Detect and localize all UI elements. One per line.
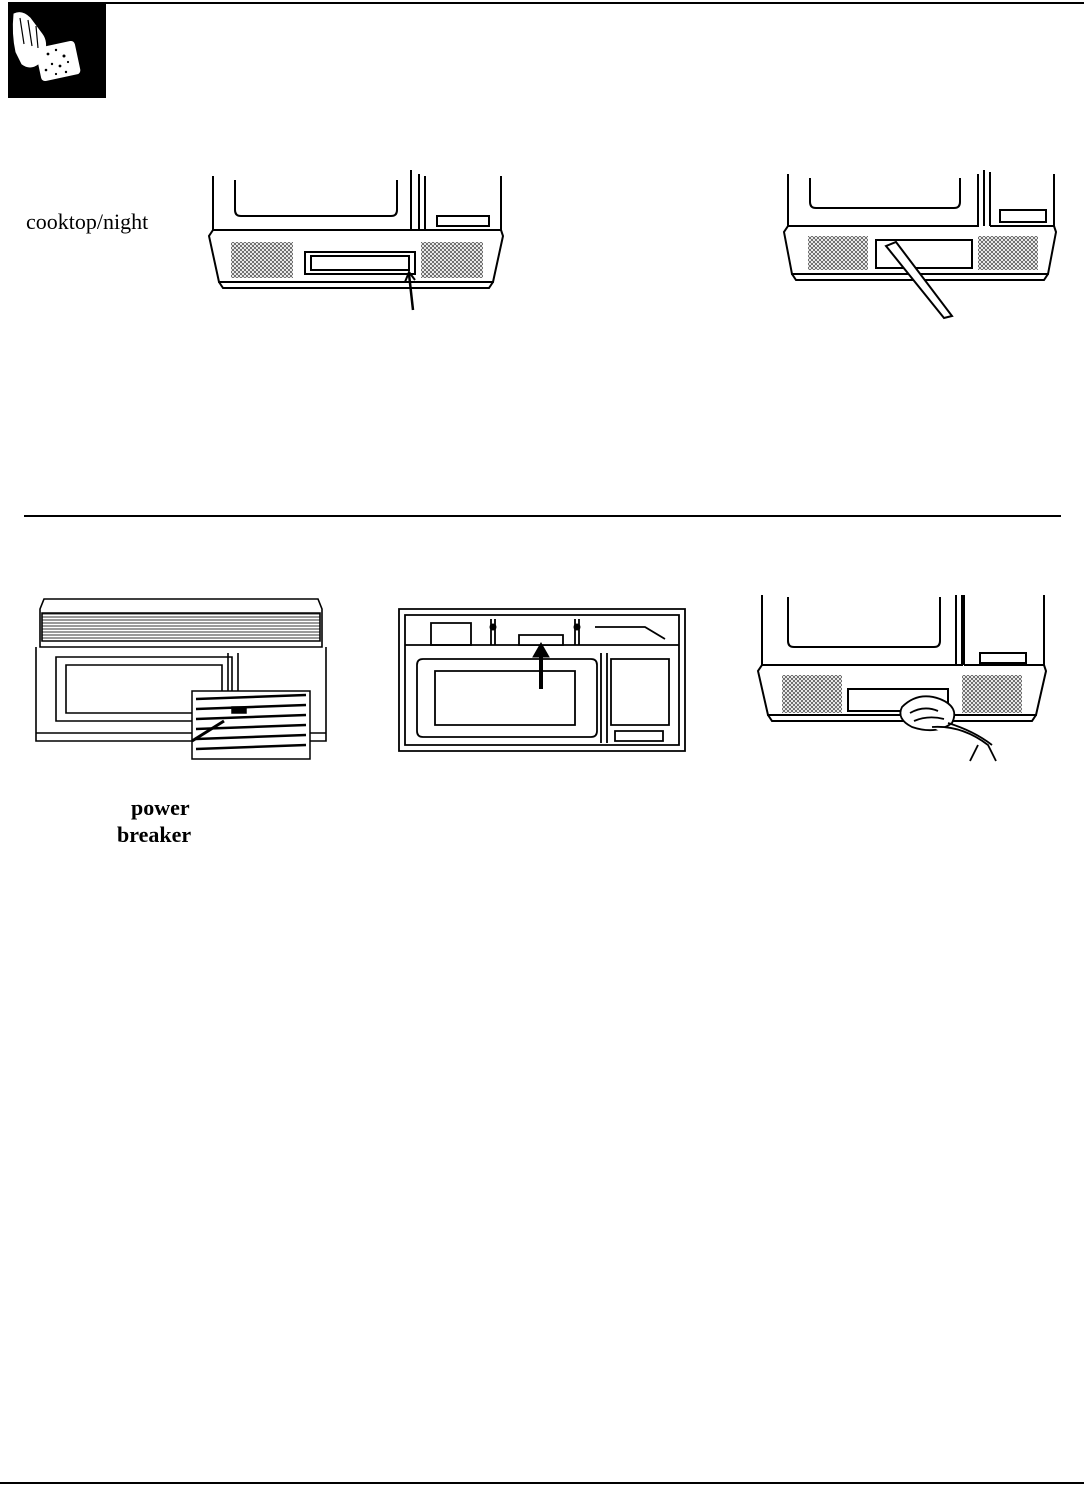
light-cover-arrow-icon xyxy=(205,170,505,310)
circuit-breaker-icon xyxy=(32,595,332,765)
header-icon-box xyxy=(8,4,106,98)
oven-light-arrow-icon xyxy=(395,605,689,751)
section-rule xyxy=(24,515,1061,517)
breaker-label: breaker xyxy=(117,822,192,847)
top-rule xyxy=(8,2,1084,4)
wipe-cleaning-icon xyxy=(752,595,1052,765)
hand-sponge-icon xyxy=(8,4,106,98)
light-cover-removal-icon xyxy=(778,170,1068,320)
bottom-rule xyxy=(0,1482,1084,1484)
cooktop-night-label: cooktop/night xyxy=(26,209,149,234)
power-label: power xyxy=(131,795,190,820)
